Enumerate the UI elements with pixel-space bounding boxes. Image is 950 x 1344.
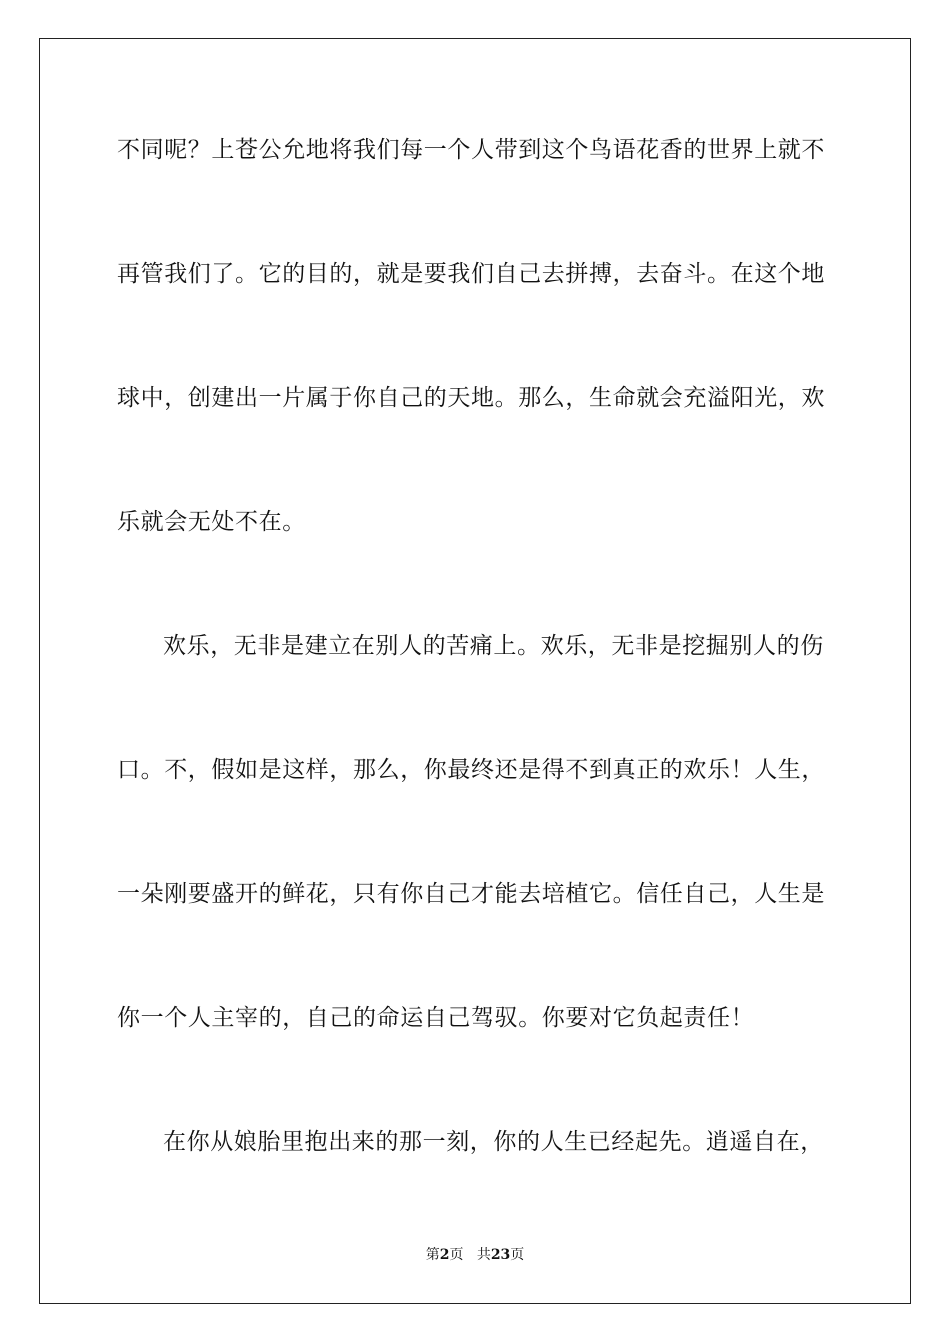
paragraph-line: 不同呢？上苍公允地将我们每一个人带到这个鸟语花香的世界上就不: [117, 137, 825, 163]
footer-total-pages: 23: [490, 1247, 511, 1263]
paragraph-line: 一朵刚要盛开的鲜花，只有你自己才能去培植它。信任自己，人生是: [117, 881, 825, 907]
paragraph-line: 口。不，假如是这样，那么，你最终还是得不到真正的欢乐！人生，: [117, 757, 825, 783]
paragraph-line: 欢乐，无非是建立在别人的苦痛上。欢乐，无非是挖掘别人的伤: [163, 633, 824, 659]
footer-page-suffix: 页: [449, 1247, 464, 1263]
page-border: [39, 38, 911, 1304]
footer-page-prefix: 第: [425, 1247, 440, 1263]
footer-total-prefix: 共: [476, 1247, 491, 1263]
page-footer: [0, 1246, 950, 1264]
paragraph-line: 乐就会无处不在。: [117, 509, 306, 535]
paragraph-line: 球中，创建出一片属于你自己的天地。那么，生命就会充溢阳光，欢: [117, 385, 825, 411]
paragraph-line: 你一个人主宰的，自己的命运自己驾驭。你要对它负起责任！: [117, 1005, 755, 1031]
paragraph-line: 再管我们了。它的目的，就是要我们自己去拼搏，去奋斗。在这个地: [117, 261, 825, 287]
footer-page-number: 2: [439, 1247, 450, 1263]
footer-total-suffix: 页: [510, 1247, 525, 1263]
paragraph-line: 在你从娘胎里抱出来的那一刻，你的人生已经起先。逍遥自在，: [163, 1129, 824, 1155]
